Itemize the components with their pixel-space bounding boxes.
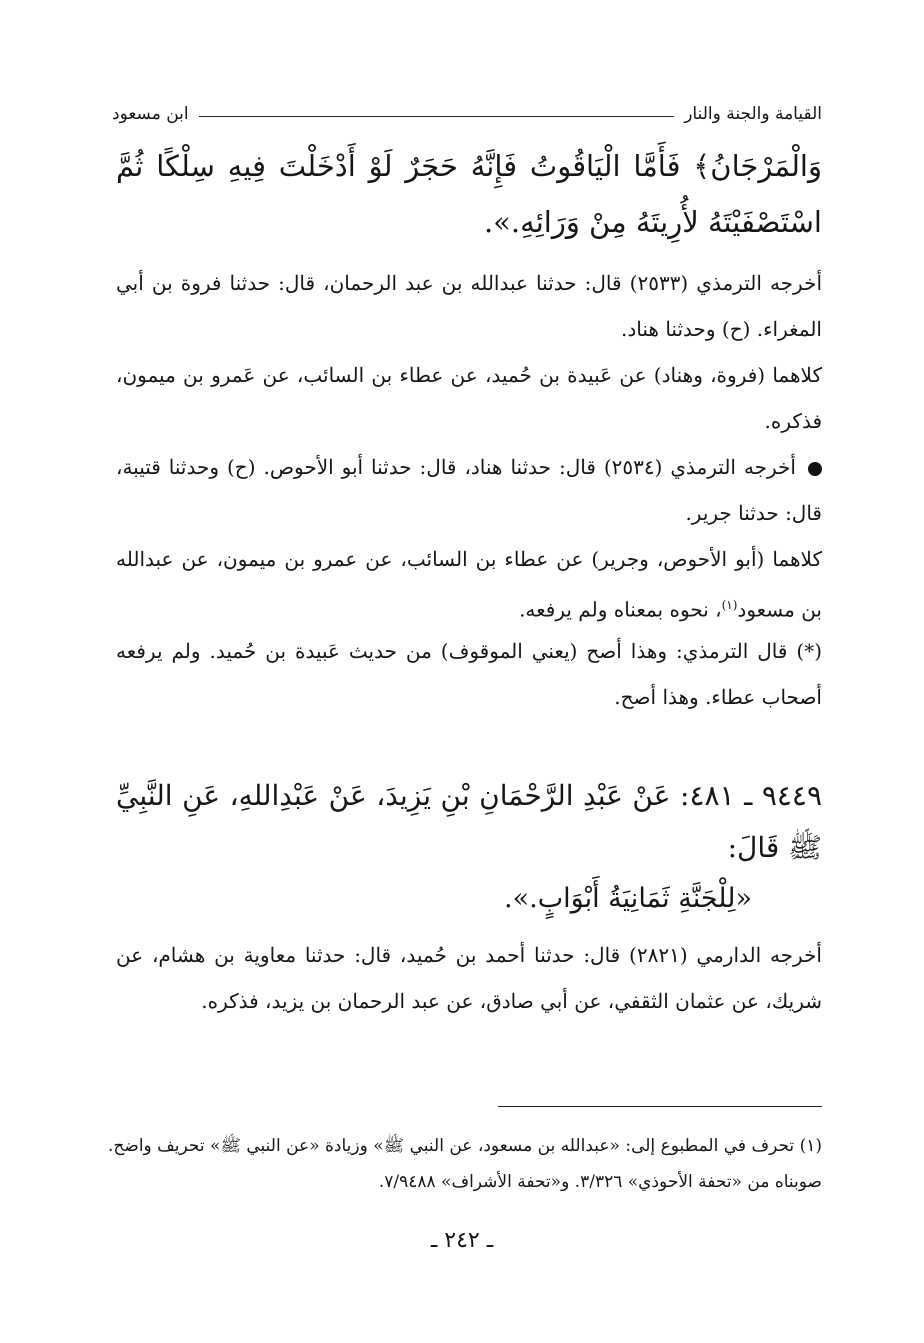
bullet-icon	[808, 462, 822, 476]
footnote-rule	[498, 1106, 822, 1107]
hadith-isnad: ٩٤٤٩ ـ ٤٨١: عَنْ عَبْدِ الرَّحْمَانِ بْنِ يَزِيدَ، عَنْ عَبْدِاللهِ، عَنِ النَّبِيِّ ﷺ قَالَ:	[116, 779, 822, 864]
takhrij-paragraph-2: كلاهما (فروة، وهناد) عن عَبيدة بن حُميد، عن عطاء بن السائب، عن عَمرو بن ميمون، فذكره.	[116, 363, 822, 433]
takhrij-paragraph-3	[116, 444, 822, 536]
quran-continuation: وَالْمَرْجَانُ﴾ فَأَمَّا الْيَاقُوتُ فَإِنَّهُ حَجَرٌ لَوْ أَدْخَلْتَ فِيهِ سِلْكًا ثُمَّ اسْتَصْفَيْتَهُ لأُرِيتَهُ مِنْ وَرَائِهِ.».	[116, 149, 822, 239]
footnote: (١) تحرف في المطبوع إلى: «عبدالله بن مسعود، عن النبي ﷺ» وزيادة «عن النبي ﷺ» تحريف واضح. صوبناه من «تحفة الأحوذي» ٣/٣٢٦. و«تحفة الأشراف» ٧/٩٤٨٨.	[108, 1136, 822, 1192]
tirmidhi-remark: (*) قال الترمذي: وهذا أصح (يعني الموقوف) من حديث عَبيدة بن حُميد. ولم يرفعه أصحاب عطاء. وهذا أصح.	[116, 639, 822, 709]
takhrij-paragraph-4	[116, 536, 822, 633]
header-section-title: القيامة والجنة والنار	[684, 104, 822, 124]
hadith-takhrij: أخرجه الدارمي (٢٨٢١) قال: حدثنا أحمد بن حُميد، قال: حدثنا معاوية بن هشام، عن شريك، عن عثمان الثقفي، عن أبي صادق، عن عبد الرحمان بن يزيد، فذكره.	[116, 943, 822, 1013]
takhrij-paragraph-3-text: أخرجه الترمذي (٢٥٣٤) قال: حدثنا هناد، قال: حدثنا أبو الأحوص. (ح) وحدثنا قتيبة، قال: حدثنا جرير.	[116, 455, 822, 525]
header-rule	[199, 116, 675, 117]
takhrij-paragraph-4-text-a: كلاهما (أبو الأحوص، وجرير) عن عطاء بن السائب، عن عمرو بن ميمون، عن عبدالله بن مسعود	[116, 547, 822, 622]
takhrij-paragraph-1: أخرجه الترمذي (٢٥٣٣) قال: حدثنا عبدالله بن عبد الرحمان، قال: حدثنا فروة بن أبي المغراء. (ح) وحدثنا هناد.	[116, 271, 822, 341]
running-header	[112, 100, 822, 128]
footnote-ref: (١)	[721, 598, 738, 612]
takhrij-paragraph-4-text-b: ، نحوه بمعناه ولم يرفعه.	[519, 597, 722, 622]
page-number: ـ ٢٤٢ ـ	[430, 1228, 494, 1253]
hadith-matn: «لِلْجَنَّةِ ثَمَانِيَةُ أَبْوَابٍ.».	[504, 883, 752, 914]
header-author: ابن مسعود	[112, 104, 189, 124]
